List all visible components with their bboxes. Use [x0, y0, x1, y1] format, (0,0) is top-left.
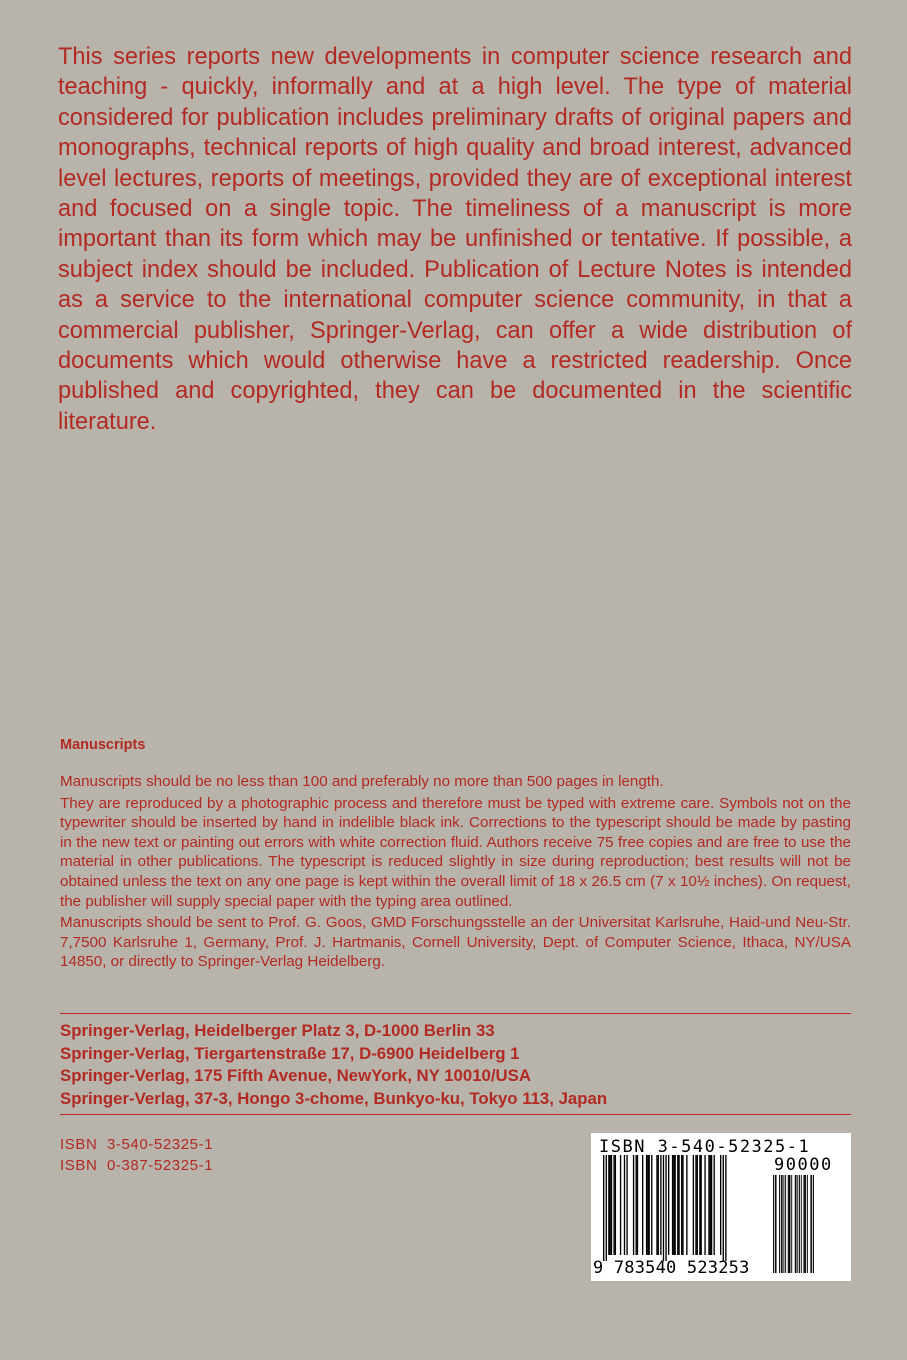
address-line: Springer-Verlag, 37-3, Hongo 3-chome, Bunkyo-ku, Tokyo 113, Japan — [60, 1088, 608, 1108]
barcode-addon-bar — [807, 1175, 808, 1273]
barcode-addon-bar — [775, 1175, 776, 1273]
barcode-bar — [636, 1155, 637, 1255]
barcode-bar — [615, 1155, 616, 1255]
barcode-bar — [701, 1155, 702, 1255]
barcode-bar — [613, 1155, 614, 1255]
barcode-bar — [714, 1155, 715, 1255]
barcode-guard-bar — [663, 1155, 664, 1261]
barcode-guard-bar — [603, 1155, 604, 1261]
barcode-addon-bar — [788, 1175, 789, 1273]
barcode-addon-bar — [790, 1175, 791, 1273]
manuscripts-paragraph: Manuscripts should be no less than 100 and preferably no more than 500 pages in length. — [60, 773, 664, 790]
barcode-bar — [626, 1155, 627, 1255]
barcode-guard-bar — [606, 1155, 607, 1261]
barcode-addon-bar — [795, 1175, 796, 1273]
isbn-list — [60, 1135, 213, 1176]
barcode-bar — [651, 1155, 652, 1255]
barcode-addon-bar — [785, 1175, 786, 1273]
barcode-bar — [660, 1155, 661, 1255]
barcode-addon-bar — [805, 1175, 806, 1273]
barcode-bar — [610, 1155, 611, 1255]
barcode-bar — [668, 1155, 669, 1255]
barcode-bar — [620, 1155, 621, 1255]
barcode-bar — [656, 1155, 657, 1255]
series-description: This series reports new developments in computer science research and teaching - quickly, informally and at a high level. The type of material considered for publication includes preliminary drafts of original papers and monographs, technical reports of high quality and broad interest, advanced level lectures, reports of meetings, provided they are of exceptional interest and focused on a single topic. The timeliness of a manuscript is more important than its form which may be unfinished or tentative. If possible, a subject index should be included. Publication of Lecture Notes is intended as a service to the international computer science community, in that a commercial publisher, Springer-Verlag, can offer a wide distribution of documents which would otherwise have a restricted readership. Once published and copyrighted, they can be documented in the scientific literature. — [58, 44, 852, 435]
manuscripts-body — [60, 772, 851, 974]
barcode-addon-bar — [776, 1175, 777, 1273]
barcode-bar — [704, 1155, 705, 1255]
isbn-line: ISBN 3-540-52325-1 — [60, 1136, 214, 1153]
barcode-bar — [624, 1155, 625, 1255]
barcode — [591, 1133, 851, 1281]
isbn-line: ISBN 0-387-52325-1 — [60, 1156, 214, 1174]
barcode-addon-bar — [799, 1175, 800, 1273]
barcode-addon-bar — [796, 1175, 797, 1273]
barcode-addon-bar — [801, 1175, 802, 1273]
barcode-bar — [720, 1155, 721, 1255]
manuscripts-paragraph: They are reproduced by a photographic process and therefore must be typed with extreme care. Symbols not on the typewriter should be inserted by hand in indelible black ink. Corrections to the typescript should be made by pasting in the new text or painting out errors with white correction fluid. Authors receive 75 free copies and are free to use the material in other publications. The typescript is reduced slightly in size during reproduction; best results will not be obtained unless the text on any one page is kept within the overall limit of 18 x 26.5 cm (7 x 10½ inches). On request, the publisher will supply special paper with the typing area outlined. — [60, 794, 851, 910]
barcode-addon-bar — [773, 1175, 774, 1273]
barcode-addon-bar — [810, 1175, 811, 1273]
barcode-addon-digits: 90000 — [774, 1155, 833, 1175]
barcode-addon-bar — [783, 1175, 784, 1273]
barcode-bar — [672, 1155, 673, 1255]
barcode-bar — [708, 1155, 709, 1255]
barcode-bar — [647, 1155, 648, 1255]
barcode-addon-bar — [781, 1175, 782, 1273]
divider-bottom — [60, 1114, 851, 1115]
barcode-bar — [695, 1155, 696, 1255]
barcode-addon-bar — [782, 1175, 783, 1273]
barcode-bar — [710, 1155, 711, 1255]
manuscripts-heading: Manuscripts — [60, 737, 146, 753]
address-line: Springer-Verlag, 175 Fifth Avenue, NewYork, NY 10010/USA — [60, 1066, 531, 1085]
barcode-bar — [611, 1155, 612, 1255]
barcode-bar — [711, 1155, 712, 1255]
barcode-bar — [693, 1155, 694, 1255]
barcode-bar — [642, 1155, 643, 1255]
publisher-addresses — [60, 1020, 607, 1110]
barcode-bar — [675, 1155, 676, 1255]
barcode-guard-bar — [723, 1155, 724, 1261]
barcode-bar — [608, 1155, 609, 1255]
barcode-bar — [646, 1155, 647, 1255]
barcode-bar — [682, 1155, 683, 1255]
barcode-addon-bar — [791, 1175, 792, 1273]
barcode-addon-bar — [804, 1175, 805, 1273]
barcode-bar — [699, 1155, 700, 1255]
barcode-bar — [658, 1155, 659, 1255]
barcode-bar — [673, 1155, 674, 1255]
barcode-addon-bar — [803, 1175, 804, 1273]
address-line: Springer-Verlag, Tiergartenstraße 17, D-6900 Heidelberg 1 — [60, 1043, 520, 1063]
barcode-bar — [677, 1155, 678, 1255]
barcode-bar — [678, 1155, 679, 1255]
barcode-bar — [697, 1155, 698, 1255]
manuscripts-paragraph: Manuscripts should be sent to Prof. G. Goos, GMD Forschungsstelle an der Universitat Karlsruhe, Haid-und Neu-Str. 7,7500 Karlsruhe 1, Germany, Prof. J. Hartmanis, Cornell University, Dept. of Computer Science, Ithaca, NY/USA 14850, or directly to Springer-Verlag Heidelberg. — [60, 914, 851, 971]
barcode-guard-bar — [725, 1155, 726, 1261]
barcode-isbn-label: ISBN 3-540-52325-1 — [599, 1137, 811, 1157]
divider-top — [60, 1013, 851, 1014]
address-line: Springer-Verlag, Heidelberger Platz 3, D-1000 Berlin 33 — [60, 1021, 495, 1040]
barcode-bar — [681, 1155, 682, 1255]
barcode-addon-bar — [797, 1175, 798, 1273]
barcode-bar — [686, 1155, 687, 1255]
barcode-addon-bar — [811, 1175, 812, 1273]
barcode-bar — [637, 1155, 638, 1255]
barcode-addon-bar — [779, 1175, 780, 1273]
barcode-guard-bar — [665, 1155, 666, 1261]
barcode-addon-bar — [813, 1175, 814, 1273]
barcode-digits: 9 783540 523253 — [593, 1258, 750, 1278]
barcode-bar — [649, 1155, 650, 1255]
barcode-bar — [633, 1155, 634, 1255]
barcode-addon-bar — [789, 1175, 790, 1273]
